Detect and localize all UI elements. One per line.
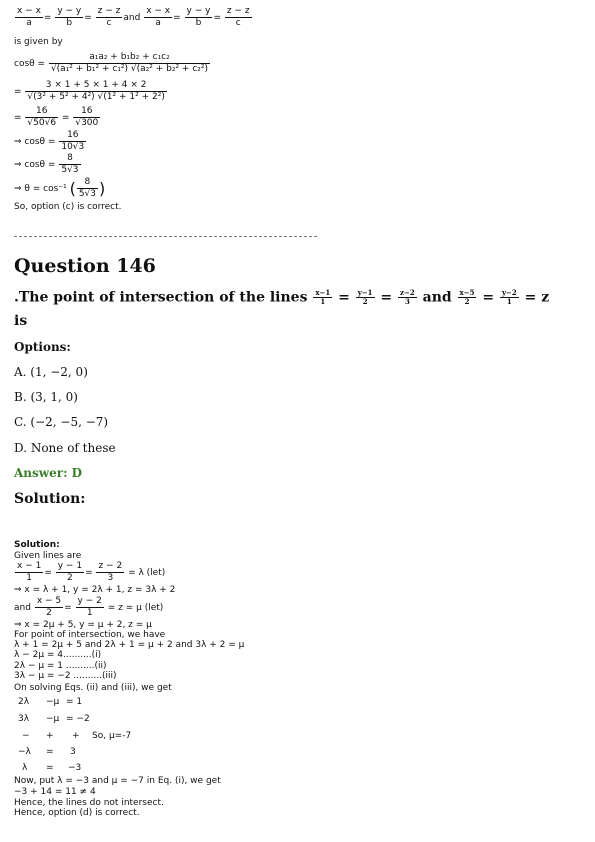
question-text-cont: is — [14, 313, 28, 329]
line-2-param: ⇒ x = 2μ + 5, y = μ + 2, z = μ — [14, 620, 152, 630]
equation-i: λ − 2μ = 4..........(i) — [14, 650, 102, 660]
table-cell: −3 — [68, 763, 82, 773]
divider — [14, 236, 317, 237]
table-cell: 3λ — [18, 714, 30, 724]
line-1-eq: $\frac{x - 1}{1}$ = $\frac{y - 1}{2}$ = $\frac{z - 2}{3}$ = λ (let) — [17, 561, 166, 583]
is-given-by: is given by — [14, 37, 63, 47]
equation-iii: 3λ − μ = −2 ..........(iii) — [14, 671, 117, 681]
line-1-param: ⇒ x = λ + 1, y = 2λ + 1, z = 3λ + 2 — [14, 585, 176, 595]
table-cell: + — [72, 731, 80, 741]
option-b: B. (3, 1, 0) — [14, 390, 78, 404]
intersection-equations: λ + 1 = 2μ + 5 and 2λ + 1 = μ + 2 and 3λ + 2 = μ — [14, 640, 245, 650]
no-intersection: Hence, the lines do not intersect. — [14, 798, 164, 808]
solution-subheading: Solution: — [14, 540, 60, 550]
question-title: Question 146 — [14, 255, 156, 277]
cos-step-4: ⇒ cosθ = $\frac{16}{10√3}$ — [14, 130, 85, 152]
theta-result: ⇒ θ = cos⁻¹ ( $\frac{8}{5√3}$ ) — [14, 177, 106, 199]
top-conclusion: So, option (c) is correct. — [14, 202, 122, 212]
table-cell: − — [22, 731, 30, 741]
table-cell: = −2 — [66, 714, 90, 724]
equation-ii: 2λ − μ = 1 ..........(ii) — [14, 661, 107, 671]
given-lines: Given lines are — [14, 551, 82, 561]
table-cell: −λ — [18, 747, 31, 757]
table-cell: = — [46, 747, 54, 757]
table-cell: = 1 — [66, 697, 83, 707]
line-2-eq: and $\frac{x - 5}{2}$ = $\frac{y - 2}{1}$ = z = μ (let) — [14, 596, 164, 618]
cos-formula: cosθ = $\frac{\text{a₁a₂ + b₁b₂ + c₁c₂}}{\text{√(a₁² + b₁² + c₁²) √(a₂² + b₂² + c₂²)}}$ — [14, 52, 209, 74]
option-a: A. (1, −2, 0) — [14, 365, 88, 379]
table-cell: So, μ=-7 — [92, 731, 132, 741]
solving-intro: On solving Eqs. (ii) and (iii), we get — [14, 683, 172, 693]
table-cell: λ — [22, 763, 28, 773]
intersection-intro: For point of intersection, we have — [14, 630, 166, 640]
table-cell: 3 — [70, 747, 76, 757]
cos-step-3: = $\frac{16}{√50√6}$ = $\frac{16}{√300}$ — [14, 106, 99, 128]
final-answer: Hence, option (d) is correct. — [14, 808, 140, 818]
question-text: .The point of intersection of the lines $\frac{x-1}{1}$ = $\frac{y-1}{2}$ = $\frac{z-2}{3}$ and $\frac{x-5}{2}$ = $\frac{y-2}{1}$ = z — [14, 288, 550, 306]
line-equations: $\frac{x - x}{a}$ = $\frac{y - y}{b}$ = $\frac{z - z}{c}$ and $\frac{x - x}{a}$ = $\frac{y - y}{b}$ = $\frac{z - z}{c}$ — [17, 6, 250, 28]
cos-step-5: ⇒ cosθ = $\frac{8}{5√3}$ — [14, 153, 79, 175]
cos-step-2: = $\frac{3 \times 1 + 5 \times 1 + 4 \times 2}{\text{√(3² + 5² + 4²) √(1² + 1² + 2²)}}$ — [14, 80, 165, 102]
solution-heading: Solution: — [14, 491, 86, 507]
table-cell: −μ — [46, 697, 60, 707]
table-cell: = — [46, 763, 54, 773]
table-cell: −μ — [46, 714, 60, 724]
options-label: Options: — [14, 340, 71, 354]
check-result: −3 + 14 = 11 ≠ 4 — [14, 787, 96, 797]
substitution: Now, put λ = −3 and μ = −7 in Eq. (i), we get — [14, 776, 221, 786]
option-c: C. (−2, −5, −7) — [14, 415, 109, 429]
table-cell: + — [46, 731, 54, 741]
option-d: D. None of these — [14, 441, 116, 455]
table-cell: 2λ — [18, 697, 30, 707]
answer: Answer: D — [14, 466, 83, 480]
